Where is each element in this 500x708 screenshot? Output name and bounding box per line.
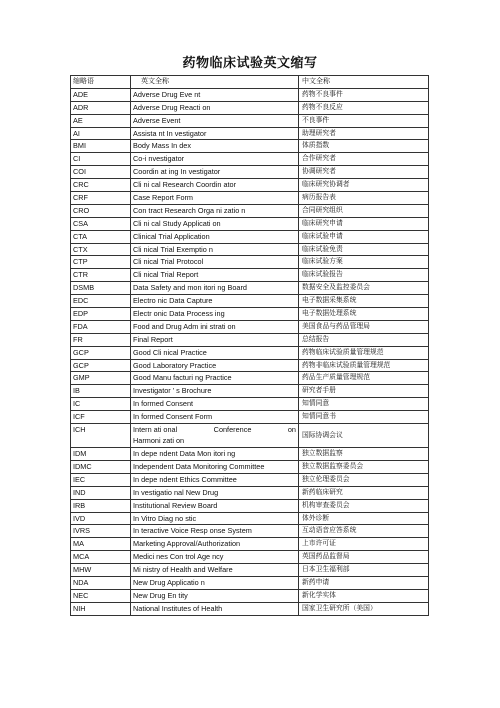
table-row xyxy=(71,359,429,372)
table-row xyxy=(71,602,429,615)
table-row xyxy=(71,551,429,564)
row-english: New Drug En tity xyxy=(131,589,299,602)
row-abbr: IRB xyxy=(71,499,131,512)
row-chinese: 美国食品与药品管理局 xyxy=(299,320,429,333)
row-abbr: NEC xyxy=(71,589,131,602)
row-chinese: 药品生产质量管理规范 xyxy=(299,372,429,385)
row-chinese: 知情同意 xyxy=(299,398,429,411)
row-english: Clinical Trial Application xyxy=(131,230,299,243)
row-chinese: 日本卫生福利部 xyxy=(299,564,429,577)
table-row xyxy=(71,448,429,461)
row-english: Final Report xyxy=(131,333,299,346)
table-row xyxy=(71,192,429,205)
row-english: Electro nic Data Capture xyxy=(131,295,299,308)
row-english: Cli ni cal Study Applicati on xyxy=(131,217,299,230)
row-abbr: NIH xyxy=(71,602,131,615)
row-chinese: 病历报告表 xyxy=(299,192,429,205)
table-row xyxy=(71,308,429,321)
row-english: Assista nt In vestigator xyxy=(131,127,299,140)
row-abbr: CRO xyxy=(71,204,131,217)
row-abbr: IND xyxy=(71,486,131,499)
row-chinese: 互动语音应答系统 xyxy=(299,525,429,538)
row-chinese: 协调研究者 xyxy=(299,166,429,179)
table-row xyxy=(71,243,429,256)
table-row xyxy=(71,114,429,127)
table-header-row xyxy=(71,76,429,89)
row-english-part: on xyxy=(287,425,296,435)
table-row xyxy=(71,333,429,346)
row-english: Coordin at ing In vestigator xyxy=(131,166,299,179)
table-row xyxy=(71,460,429,473)
row-english-line2: Harmoni zati on xyxy=(133,436,185,446)
row-chinese: 知情同意书 xyxy=(299,411,429,424)
row-abbr: IEC xyxy=(71,473,131,486)
table-row xyxy=(71,204,429,217)
row-chinese: 体质指数 xyxy=(299,140,429,153)
row-english: Body Mass In dex xyxy=(131,140,299,153)
row-english: Marketing Approval/Authorization xyxy=(131,538,299,551)
table-row xyxy=(71,525,429,538)
row-chinese: 药物不良事件 xyxy=(299,88,429,101)
table-row xyxy=(71,295,429,308)
row-abbr: CRC xyxy=(71,179,131,192)
row-english: In Vitro Diag no stic xyxy=(131,512,299,525)
row-chinese: 体外诊断 xyxy=(299,512,429,525)
table-row xyxy=(71,346,429,359)
table-row xyxy=(71,411,429,424)
row-abbr: AI xyxy=(71,127,131,140)
table-row xyxy=(71,166,429,179)
row-abbr: IVRS xyxy=(71,525,131,538)
row-abbr: GMP xyxy=(71,372,131,385)
table-row xyxy=(71,398,429,411)
row-chinese: 临床研究申请 xyxy=(299,217,429,230)
row-abbr: MA xyxy=(71,538,131,551)
row-english: Independent Data Monitoring Committee xyxy=(131,460,299,473)
row-chinese: 独立数据监察委员会 xyxy=(299,460,429,473)
row-abbr: GCP xyxy=(71,346,131,359)
table-row xyxy=(71,372,429,385)
row-english: New Drug Applicatio n xyxy=(131,576,299,589)
row-chinese: 药物临床试验质量管理规范 xyxy=(299,346,429,359)
table-row xyxy=(71,88,429,101)
row-chinese: 英国药品监督局 xyxy=(299,551,429,564)
row-abbr: CI xyxy=(71,153,131,166)
row-english: Adverse Event xyxy=(131,114,299,127)
table-row xyxy=(71,486,429,499)
table-row xyxy=(71,512,429,525)
row-chinese: 临床试验方案 xyxy=(299,256,429,269)
row-english: Adverse Drug Eve nt xyxy=(131,88,299,101)
document-title: 药物临床试验英文缩写 xyxy=(182,56,318,71)
row-english: Case Report Form xyxy=(131,192,299,205)
table-row xyxy=(71,179,429,192)
row-english: Con tract Research Orga ni zatio n xyxy=(131,204,299,217)
row-abbr: ICH xyxy=(71,424,131,448)
table-row xyxy=(71,385,429,398)
row-chinese: 合作研究者 xyxy=(299,153,429,166)
row-abbr: ADE xyxy=(71,88,131,101)
row-english: Adverse Drug Reacti on xyxy=(131,101,299,114)
header-english: 英文全称 xyxy=(131,76,299,89)
row-chinese: 药物非临床试验质量管理规范 xyxy=(299,359,429,372)
row-chinese: 临床研究协调者 xyxy=(299,179,429,192)
row-abbr: DSMB xyxy=(71,282,131,295)
table-row xyxy=(71,217,429,230)
row-chinese: 电子数据采集系统 xyxy=(299,295,429,308)
row-abbr: MHW xyxy=(71,564,131,577)
row-english: Mi nistry of Health and Welfare xyxy=(131,564,299,577)
row-chinese: 独立伦理委员会 xyxy=(299,473,429,486)
row-english: In formed Consent Form xyxy=(131,411,299,424)
row-chinese: 新药申请 xyxy=(299,576,429,589)
row-english: National Institutes of Health xyxy=(131,602,299,615)
row-english-part: Intern ati onal xyxy=(133,425,178,435)
row-english: Cli nical Trial Exemptio n xyxy=(131,243,299,256)
row-chinese: 新化学实体 xyxy=(299,589,429,602)
row-chinese: 总结报告 xyxy=(299,333,429,346)
row-abbr: CTR xyxy=(71,269,131,282)
table-row xyxy=(71,424,429,448)
abbreviation-table xyxy=(70,75,429,616)
row-english: Good Laboratory Practice xyxy=(131,359,299,372)
row-english: Good Manu facturi ng Practice xyxy=(131,372,299,385)
row-english: Cli nical Trial Report xyxy=(131,269,299,282)
row-abbr: IC xyxy=(71,398,131,411)
row-abbr: AE xyxy=(71,114,131,127)
table-row xyxy=(71,499,429,512)
header-chinese: 中文全称 xyxy=(299,76,429,89)
row-english: In formed Consent xyxy=(131,398,299,411)
row-abbr: CSA xyxy=(71,217,131,230)
row-abbr: MCA xyxy=(71,551,131,564)
row-english xyxy=(131,424,299,448)
table-row xyxy=(71,576,429,589)
table-row xyxy=(71,473,429,486)
table-row xyxy=(71,153,429,166)
table-row xyxy=(71,230,429,243)
row-abbr: IB xyxy=(71,385,131,398)
row-english: In vestigatio nal New Drug xyxy=(131,486,299,499)
table-row xyxy=(71,589,429,602)
row-abbr: CTX xyxy=(71,243,131,256)
row-abbr: FR xyxy=(71,333,131,346)
row-abbr: ICF xyxy=(71,411,131,424)
row-chinese: 电子数据处理系统 xyxy=(299,308,429,321)
row-abbr: IDMC xyxy=(71,460,131,473)
row-abbr: ADR xyxy=(71,101,131,114)
row-abbr: CTA xyxy=(71,230,131,243)
row-chinese: 药物不良反应 xyxy=(299,101,429,114)
row-chinese: 独立数据监察 xyxy=(299,448,429,461)
table-row xyxy=(71,282,429,295)
row-english: Good Cli nical Practice xyxy=(131,346,299,359)
row-chinese: 临床试验免责 xyxy=(299,243,429,256)
row-abbr: IDM xyxy=(71,448,131,461)
row-abbr: CRF xyxy=(71,192,131,205)
row-english: Cli ni cal Research Coordin ator xyxy=(131,179,299,192)
row-english-part: Conference xyxy=(213,425,252,435)
row-english: In depe ndent Ethics Committee xyxy=(131,473,299,486)
row-abbr: EDC xyxy=(71,295,131,308)
row-abbr: IVD xyxy=(71,512,131,525)
row-english: Food and Drug Adm ini strati on xyxy=(131,320,299,333)
row-chinese: 机构审查委员会 xyxy=(299,499,429,512)
row-chinese: 上市许可证 xyxy=(299,538,429,551)
table-row xyxy=(71,564,429,577)
row-chinese: 不良事件 xyxy=(299,114,429,127)
row-abbr: EDP xyxy=(71,308,131,321)
row-english: Co-i nvestigator xyxy=(131,153,299,166)
row-chinese: 数据安全及监控委员会 xyxy=(299,282,429,295)
row-english: Medici nes Con trol Age ncy xyxy=(131,551,299,564)
row-chinese: 临床试验报告 xyxy=(299,269,429,282)
row-abbr: FDA xyxy=(71,320,131,333)
row-english: Investigator ’ s Brochure xyxy=(131,385,299,398)
row-abbr: GCP xyxy=(71,359,131,372)
row-chinese: 临床试验申请 xyxy=(299,230,429,243)
row-abbr: BMI xyxy=(71,140,131,153)
table-row xyxy=(71,320,429,333)
table-row xyxy=(71,140,429,153)
table-row xyxy=(71,256,429,269)
row-english: Cli nical Trial Protocol xyxy=(131,256,299,269)
table-row xyxy=(71,101,429,114)
row-english: In depe ndent Data Mon itori ng xyxy=(131,448,299,461)
row-chinese: 新药临床研究 xyxy=(299,486,429,499)
table-row xyxy=(71,538,429,551)
table-row xyxy=(71,269,429,282)
header-abbr: 缩略语 xyxy=(71,76,131,89)
row-chinese: 合同研究组织 xyxy=(299,204,429,217)
row-abbr: COI xyxy=(71,166,131,179)
row-english: Electr onic Data Process ing xyxy=(131,308,299,321)
row-chinese: 国家卫生研究所（美国） xyxy=(299,602,429,615)
table-row xyxy=(71,127,429,140)
row-chinese: 研究者手册 xyxy=(299,385,429,398)
row-english: In teractive Voice Resp onse System xyxy=(131,525,299,538)
row-chinese: 助理研究者 xyxy=(299,127,429,140)
row-english: Institutional Review Board xyxy=(131,499,299,512)
row-chinese: 国际协调会议 xyxy=(299,424,429,448)
row-english: Data Safety and mon itori ng Board xyxy=(131,282,299,295)
row-abbr: NDA xyxy=(71,576,131,589)
row-abbr: CTP xyxy=(71,256,131,269)
